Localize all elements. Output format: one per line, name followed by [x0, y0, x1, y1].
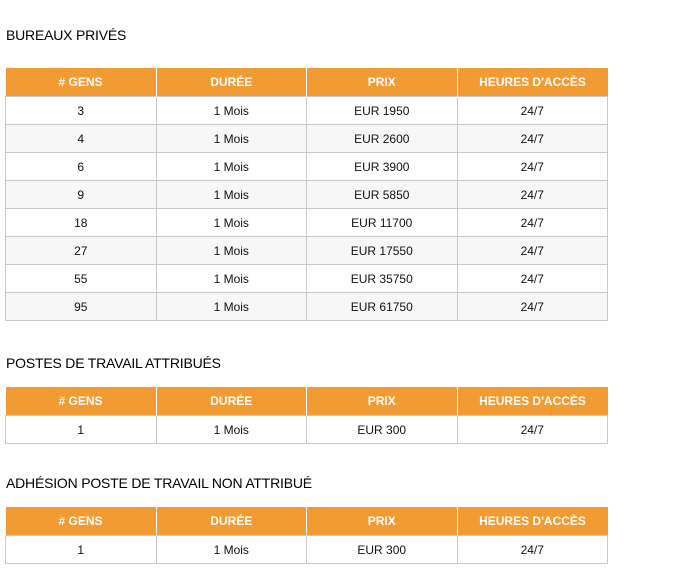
header-heures-acces: HEURES D'ACCÈS — [457, 507, 608, 536]
header-duree: DURÉE — [156, 507, 307, 536]
cell-heures: 24/7 — [457, 416, 608, 444]
cell-gens: 9 — [6, 181, 157, 209]
cell-prix: EUR 17550 — [307, 237, 458, 265]
cell-gens: 27 — [6, 237, 157, 265]
cell-prix: EUR 1950 — [307, 97, 458, 125]
cell-heures: 24/7 — [457, 237, 608, 265]
cell-gens: 3 — [6, 97, 157, 125]
table-postes-attribues — [5, 387, 608, 444]
cell-heures: 24/7 — [457, 97, 608, 125]
cell-prix: EUR 300 — [307, 416, 458, 444]
table-row — [6, 293, 608, 321]
cell-prix: EUR 11700 — [307, 209, 458, 237]
cell-duree: 1 Mois — [156, 97, 307, 125]
header-prix: PRIX — [307, 68, 458, 97]
cell-heures: 24/7 — [457, 209, 608, 237]
cell-heures: 24/7 — [457, 181, 608, 209]
table-row — [6, 97, 608, 125]
cell-duree: 1 Mois — [156, 293, 307, 321]
cell-prix: EUR 61750 — [307, 293, 458, 321]
cell-duree: 1 Mois — [156, 125, 307, 153]
table-row — [6, 125, 608, 153]
header-heures-acces: HEURES D'ACCÈS — [457, 387, 608, 416]
cell-prix: EUR 3900 — [307, 153, 458, 181]
cell-prix: EUR 35750 — [307, 265, 458, 293]
header-gens: # GENS — [6, 507, 157, 536]
table-adhesion-non-attribue — [5, 507, 608, 564]
cell-duree: 1 Mois — [156, 181, 307, 209]
cell-gens: 1 — [6, 416, 157, 444]
table-header-row — [6, 507, 608, 536]
section-title-bureaux-prives: BUREAUX PRIVÉS — [6, 27, 127, 43]
cell-gens: 55 — [6, 265, 157, 293]
header-duree: DURÉE — [156, 387, 307, 416]
table-row — [6, 209, 608, 237]
cell-duree: 1 Mois — [156, 237, 307, 265]
cell-gens: 4 — [6, 125, 157, 153]
cell-prix: EUR 300 — [307, 536, 458, 564]
table-header-row — [6, 68, 608, 97]
table-bureaux-prives — [5, 68, 608, 321]
cell-heures: 24/7 — [457, 125, 608, 153]
cell-prix: EUR 5850 — [307, 181, 458, 209]
table-row — [6, 153, 608, 181]
cell-gens: 6 — [6, 153, 157, 181]
cell-duree: 1 Mois — [156, 265, 307, 293]
table-row — [6, 265, 608, 293]
table-row — [6, 181, 608, 209]
cell-heures: 24/7 — [457, 536, 608, 564]
header-gens: # GENS — [6, 387, 157, 416]
cell-gens: 95 — [6, 293, 157, 321]
cell-heures: 24/7 — [457, 293, 608, 321]
cell-duree: 1 Mois — [156, 416, 307, 444]
section-title-adhesion-non-attribue: ADHÉSION POSTE DE TRAVAIL NON ATTRIBUÉ — [6, 475, 312, 491]
header-prix: PRIX — [307, 387, 458, 416]
cell-gens: 1 — [6, 536, 157, 564]
cell-heures: 24/7 — [457, 153, 608, 181]
table-row — [6, 536, 608, 564]
table-row — [6, 416, 608, 444]
cell-heures: 24/7 — [457, 265, 608, 293]
cell-prix: EUR 2600 — [307, 125, 458, 153]
cell-gens: 18 — [6, 209, 157, 237]
header-heures-acces: HEURES D'ACCÈS — [457, 68, 608, 97]
table-row — [6, 237, 608, 265]
cell-duree: 1 Mois — [156, 153, 307, 181]
section-title-postes-attribues: POSTES DE TRAVAIL ATTRIBUÉS — [6, 355, 221, 371]
header-duree: DURÉE — [156, 68, 307, 97]
header-gens: # GENS — [6, 68, 157, 97]
cell-duree: 1 Mois — [156, 536, 307, 564]
header-prix: PRIX — [307, 507, 458, 536]
cell-duree: 1 Mois — [156, 209, 307, 237]
table-header-row — [6, 387, 608, 416]
